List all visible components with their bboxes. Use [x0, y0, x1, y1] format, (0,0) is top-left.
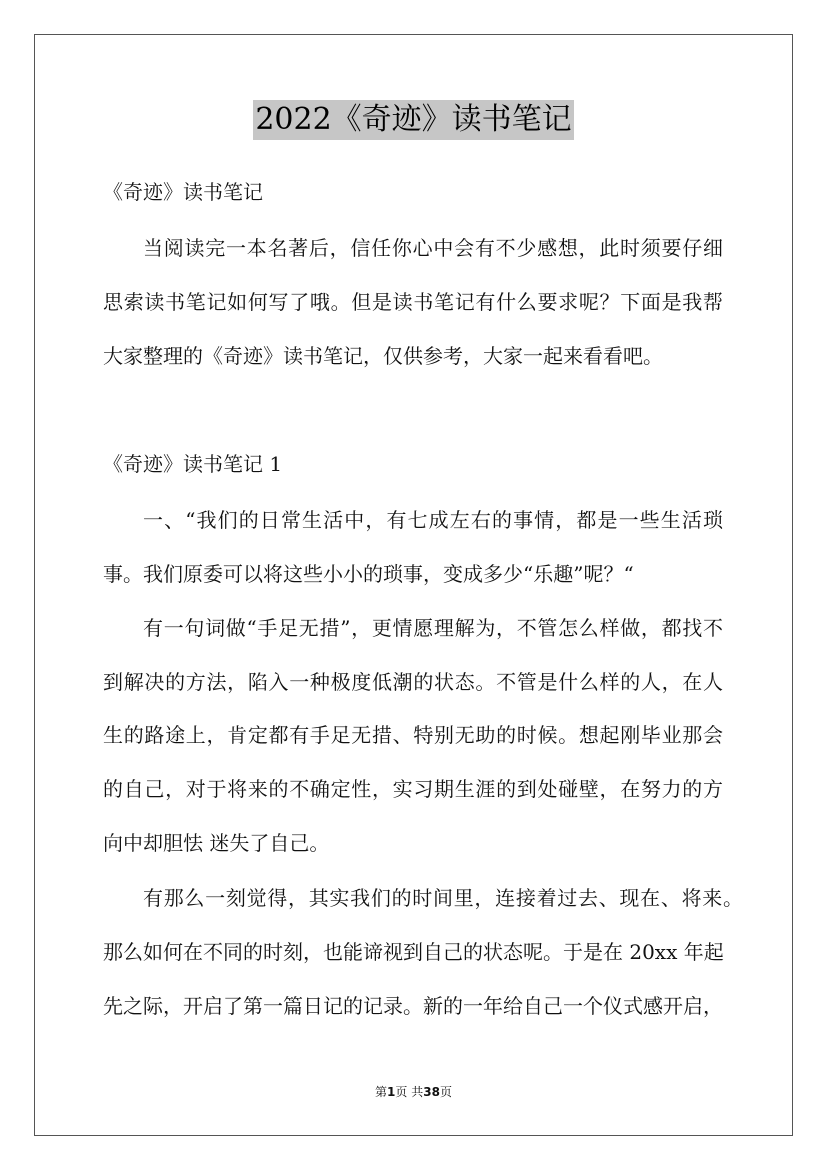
body-line-7: 向中却胆怯 迷失了自己。: [103, 831, 330, 855]
body-line-10: 先之际，开启了第一篇日记的记录。新的一年给自己一个仪式感开启，: [103, 994, 723, 1018]
document-title: 2022《奇迹》读书笔记: [253, 100, 573, 140]
page-label-middle: 页 共: [395, 1085, 424, 1099]
intro-line-1: 当阅读完一本名著后，信任你心中会有不少感想，此时须要仔细: [143, 236, 723, 260]
section-heading: 《奇迹》读书笔记 1: [103, 452, 283, 476]
page-footer: [0, 1084, 827, 1100]
body-line-3: 有一句词做“手足无措”，更情愿理解为，不管怎么样做，都找不: [143, 616, 723, 640]
total-page-count: 38: [423, 1085, 440, 1099]
document-subtitle: 《奇迹》读书笔记: [103, 180, 263, 204]
body-line-4: 到解决的方法，陷入一种极度低潮的状态。不管是什么样的人，在人: [103, 670, 723, 694]
body-line-9: 那么如何在不同的时刻，也能谛视到自己的状态呢。于是在 20xx 年起: [103, 940, 724, 964]
body-line-8: 有那么一刻觉得，其实我们的时间里，连接着过去、现在、将来。: [143, 886, 743, 910]
intro-line-3: 大家整理的《奇迹》读书笔记，仅供参考，大家一起来看看吧。: [103, 344, 663, 368]
intro-line-2: 思索读书笔记如何写了哦。但是读书笔记有什么要求呢？下面是我帮: [103, 290, 723, 314]
body-line-5: 生的路途上，肯定都有手足无措、特别无助的时候。想起刚毕业那会: [103, 723, 723, 747]
body-line-6: 的自己，对于将来的不确定性，实习期生涯的到处碰壁，在努力的方: [103, 777, 723, 801]
page-label-prefix: 第: [375, 1085, 388, 1099]
body-line-2: 事。我们原委可以将这些小小的琐事，变成多少“乐趣”呢？“: [103, 562, 634, 586]
body-line-1: 一、“我们的日常生活中，有七成左右的事情，都是一些生活琐: [143, 508, 723, 532]
title-container: [0, 100, 827, 140]
page-label-suffix: 页: [439, 1085, 452, 1099]
current-page-number: 1: [387, 1085, 396, 1099]
